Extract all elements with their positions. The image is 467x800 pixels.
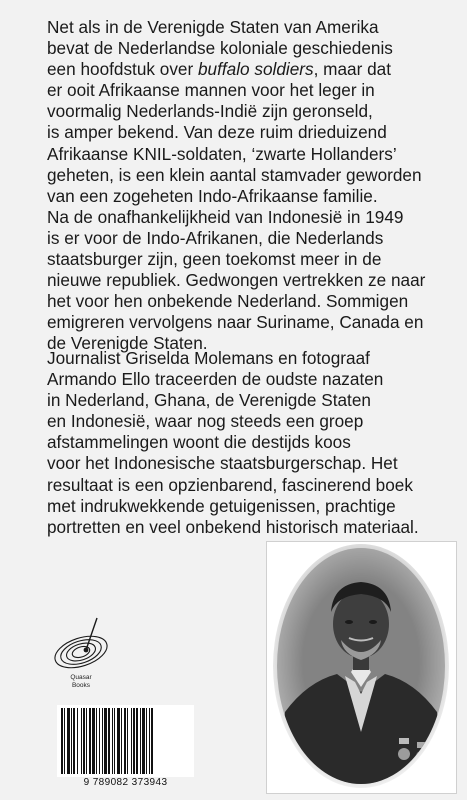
portrait-photo (266, 541, 457, 794)
barcode-bar (77, 708, 78, 774)
barcode-bar (61, 708, 63, 774)
barcode-bar (64, 708, 65, 774)
barcode-bar (108, 708, 110, 774)
publisher-logo (50, 612, 112, 704)
text-line: staatsburger zijn, geen toekomst meer in de (47, 249, 382, 270)
barcode-bar (149, 708, 150, 774)
text-segment: , maar dat (313, 59, 391, 80)
barcode-bar (146, 708, 147, 774)
barcode-bar (102, 708, 103, 774)
text-line: er ooit Afrikaanse mannen voor het leger in (47, 80, 375, 101)
barcode-bar (151, 708, 153, 774)
isbn-barcode (57, 705, 194, 777)
barcode-bar (86, 708, 87, 774)
barcode-bar (117, 708, 120, 774)
text-line: van een zogeheten Indo-Afrikaanse familie. (47, 185, 378, 206)
barcode-bar (81, 708, 82, 774)
barcode-bar (114, 708, 115, 774)
text-line: resultaat is een opzienbarend, fascinerend boek (47, 474, 413, 495)
text-line: Armando Ello traceerden de oudste nazaten (47, 369, 384, 390)
text-line: de Verenigde Staten. (47, 333, 208, 354)
text-line (47, 59, 452, 80)
barcode-bar (104, 708, 107, 774)
italic-term: buffalo soldiers (197, 59, 314, 80)
text-line: voormalig Nederlands-Indië zijn geronseld, (47, 101, 373, 122)
text-line: bevat de Nederlandse koloniale geschiedenis (47, 38, 393, 59)
barcode-bar (89, 708, 91, 774)
text-segment: een hoofdstuk over (47, 59, 198, 80)
text-line: voor het Indonesische staatsburgerschap. Het (47, 453, 398, 474)
barcode-bar (112, 708, 113, 774)
barcode-bar (133, 708, 135, 774)
text-line: en Indonesië, waar nog steeds een groep (47, 411, 364, 432)
text-line: Na de onafhankelijkheid van Indonesië in 1949 (47, 206, 404, 227)
barcode-bar (99, 708, 100, 774)
portrait-photo-icon (267, 542, 456, 793)
spiral-planet-logo-icon (50, 612, 112, 674)
text-line: het voor hen onbekende Nederland. Sommigen (47, 291, 409, 312)
barcode-bar (71, 708, 72, 774)
text-line: geheten, is een klein aantal stamvader geworden (47, 164, 422, 185)
text-line: portretten en veel onbekend historisch materiaal. (47, 516, 419, 537)
barcode-bar (96, 708, 97, 774)
text-line: afstammelingen woont die destijds koos (47, 432, 351, 453)
barcode-bar (136, 708, 138, 774)
text-line: emigreren vervolgens naar Suriname, Canada en (47, 312, 424, 333)
isbn-number: 9 789082 373943 (83, 777, 168, 788)
barcode-bar (142, 708, 145, 774)
text-line: Journalist Griselda Molemans en fotograaf (47, 348, 370, 368)
back-cover-paragraph-2 (47, 348, 452, 538)
text-line: met indrukwekkende getuigenissen, prachtige (47, 495, 396, 516)
barcode-bar (67, 708, 70, 774)
barcode-bar (124, 708, 126, 774)
text-line: nieuwe republiek. Gedwongen vertrekken ze naar (47, 270, 426, 291)
back-cover-paragraph-1 (47, 17, 452, 355)
publisher-name-line1: Quasar (70, 674, 92, 681)
text-line: Net als in de Verenigde Staten van Amerika (47, 17, 379, 37)
barcode-bar (92, 708, 95, 774)
text-line: is er voor de Indo-Afrikanen, die Nederlands (47, 227, 384, 248)
barcode-bar (127, 708, 128, 774)
barcode-bar (73, 708, 75, 774)
barcode-bar (131, 708, 132, 774)
publisher-name-line2: Books (71, 682, 91, 689)
text-line: is amper bekend. Van deze ruim drieduizend (47, 122, 387, 143)
barcode-bar (83, 708, 85, 774)
text-line: in Nederland, Ghana, de Verenigde Staten (47, 390, 371, 411)
barcode-bar (121, 708, 122, 774)
text-line: Afrikaanse KNIL-soldaten, ‘zwarte Hollanders’ (47, 143, 397, 164)
barcode-bar (140, 708, 141, 774)
